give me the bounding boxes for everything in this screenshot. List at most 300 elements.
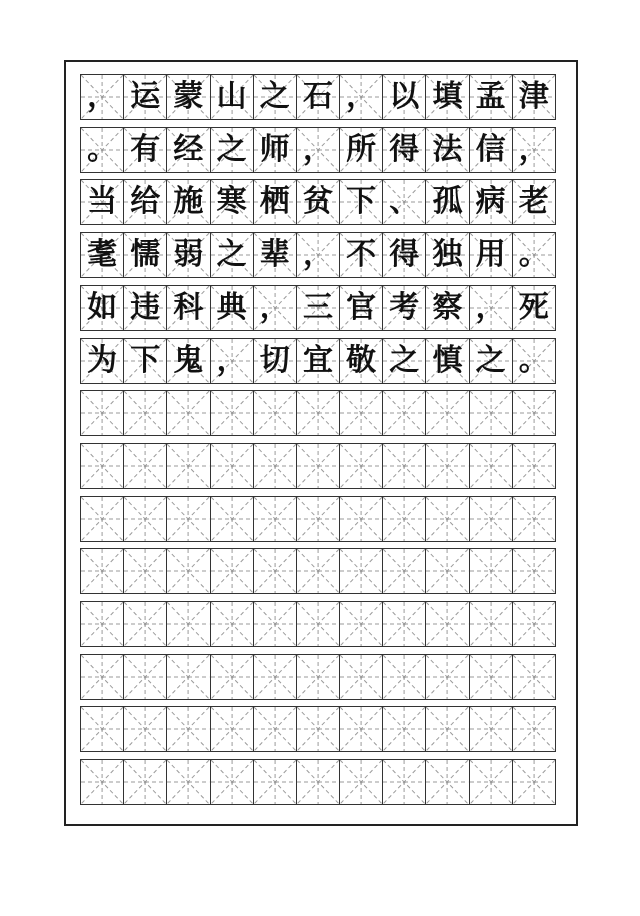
character: 之 [216,132,247,167]
grid-cell [123,179,167,225]
grid-cell [512,390,556,436]
character: 宜 [302,343,333,378]
character: ， [259,290,290,325]
cell-guide-lines [426,444,468,488]
grid-cell [123,706,167,752]
cell-guide-lines [297,391,339,435]
grid-cell [339,654,383,700]
character: 孤 [432,184,463,219]
character: 考 [389,290,420,325]
cell-guide-lines [513,497,555,541]
character: 之 [475,343,506,378]
character: 填 [432,79,463,114]
grid-cell [123,601,167,647]
character: ， [475,290,506,325]
grid-cell [382,179,426,225]
cell-guide-lines [167,444,209,488]
grid-cell [382,390,426,436]
grid-cell [512,654,556,700]
grid-cell [469,179,513,225]
character: 津 [518,79,549,114]
grid-cell [425,179,469,225]
grid-cell [339,601,383,647]
grid-cell [253,74,297,120]
grid-cell [339,127,383,173]
grid-cell [253,706,297,752]
character: 孟 [475,79,506,114]
grid-cell [123,496,167,542]
cell-guide-lines [383,497,425,541]
character: 切 [259,343,290,378]
cell-guide-lines [81,391,123,435]
cell-guide-lines [513,391,555,435]
character: 敬 [346,343,377,378]
cell-guide-lines [124,655,166,699]
character: 。 [518,343,549,378]
grid-cell [339,496,383,542]
character: 科 [173,290,204,325]
character: 为 [87,343,118,378]
grid-cell [123,548,167,594]
grid-cell [425,706,469,752]
cell-guide-lines [211,707,253,751]
grid-cell [166,232,210,278]
cell-guide-lines [167,497,209,541]
character: 法 [432,132,463,167]
grid-cell [166,338,210,384]
grid-cell [210,443,254,489]
grid-cell [296,706,340,752]
cell-guide-lines [254,602,296,646]
grid-cell [296,74,340,120]
grid-cell [469,706,513,752]
cell-guide-lines [297,444,339,488]
character: 辈 [259,237,290,272]
cell-guide-lines [211,655,253,699]
cell-guide-lines [297,497,339,541]
grid-cell [425,232,469,278]
cell-guide-lines [124,497,166,541]
cell-guide-lines [383,760,425,804]
grid-cell [166,285,210,331]
grid-cell [123,232,167,278]
grid-cell [469,390,513,436]
grid-cell [512,759,556,805]
grid-cell [253,601,297,647]
character: 石 [302,79,333,114]
grid-cell [425,548,469,594]
character: 弱 [173,237,204,272]
grid-cell [512,338,556,384]
cell-guide-lines [211,497,253,541]
character: ， [216,343,247,378]
cell-guide-lines [81,760,123,804]
grid-cell [210,285,254,331]
cell-guide-lines [513,602,555,646]
character: 下 [346,184,377,219]
grid-cell [123,74,167,120]
cell-guide-lines [383,707,425,751]
cell-guide-lines [167,549,209,593]
grid-cell [166,548,210,594]
grid-cell [166,706,210,752]
grid-cell [253,338,297,384]
cell-guide-lines [340,549,382,593]
cell-guide-lines [254,655,296,699]
grid-cell [80,390,124,436]
cell-guide-lines [211,444,253,488]
character: 违 [130,290,161,325]
grid-cell [296,390,340,436]
grid-cell [382,601,426,647]
character: 蒙 [173,79,204,114]
grid-cell [425,338,469,384]
cell-guide-lines [470,707,512,751]
grid-cell [339,285,383,331]
grid-cell [166,654,210,700]
grid-cell [166,443,210,489]
character: 有 [130,132,161,167]
character: 下 [130,343,161,378]
cell-guide-lines [513,760,555,804]
grid-cell [123,285,167,331]
character: 老 [518,184,549,219]
grid-cell [80,759,124,805]
grid-cell [339,390,383,436]
cell-guide-lines [211,391,253,435]
grid-cell [123,443,167,489]
character: 如 [87,290,118,325]
grid-cell [512,496,556,542]
cell-guide-lines [426,497,468,541]
cell-guide-lines [167,655,209,699]
cell-guide-lines [383,391,425,435]
cell-guide-lines [81,602,123,646]
cell-guide-lines [297,760,339,804]
grid-cell [382,232,426,278]
cell-guide-lines [513,549,555,593]
cell-guide-lines [426,655,468,699]
cell-guide-lines [513,707,555,751]
grid-cell [339,443,383,489]
cell-guide-lines [124,391,166,435]
grid-cell [382,338,426,384]
grid-cell [210,759,254,805]
character: 。 [87,132,118,167]
grid-cell [382,285,426,331]
character: ， [518,132,549,167]
character: 得 [389,132,420,167]
grid-cell [339,232,383,278]
grid-cell [339,706,383,752]
grid-cell [512,706,556,752]
grid-cell [469,496,513,542]
grid-cell [469,759,513,805]
grid-cell [123,338,167,384]
grid-cell [253,390,297,436]
grid-row [80,759,566,805]
grid-cell [80,654,124,700]
cell-guide-lines [167,760,209,804]
grid-cell [469,232,513,278]
grid-cell [210,548,254,594]
grid-row [80,443,566,489]
grid-cell [296,285,340,331]
cell-guide-lines [124,444,166,488]
cell-guide-lines [340,655,382,699]
grid-row [80,496,566,542]
grid-cell [425,285,469,331]
character: 用 [475,237,506,272]
grid-cell [382,706,426,752]
character: 当 [87,184,118,219]
grid-cell [210,601,254,647]
grid-cell [512,285,556,331]
character: 病 [475,184,506,219]
cell-guide-lines [426,602,468,646]
cell-guide-lines [124,760,166,804]
grid-cell [80,496,124,542]
cell-guide-lines [470,760,512,804]
grid-cell [253,654,297,700]
character: 给 [130,184,161,219]
grid-cell [253,443,297,489]
grid-cell [253,759,297,805]
cell-guide-lines [81,655,123,699]
character: 所 [346,132,377,167]
cell-guide-lines [340,391,382,435]
character: ， [302,237,333,272]
cell-guide-lines [383,655,425,699]
grid-cell [296,338,340,384]
grid-cell [296,548,340,594]
grid-cell [469,443,513,489]
grid-cell [210,232,254,278]
grid-cell [166,179,210,225]
cell-guide-lines [254,760,296,804]
character: 之 [216,237,247,272]
character: 独 [432,237,463,272]
grid-row [80,390,566,436]
grid-cell [80,548,124,594]
grid-cell [296,179,340,225]
cell-guide-lines [383,549,425,593]
grid-cell [80,706,124,752]
grid-cell [253,232,297,278]
grid-cell [425,654,469,700]
character: 运 [130,79,161,114]
grid-cell [253,285,297,331]
character: 以 [389,79,420,114]
character: ， [87,79,118,114]
grid-cell [512,74,556,120]
grid-cell [382,548,426,594]
cell-guide-lines [470,497,512,541]
grid-row [80,232,566,278]
grid-cell [512,601,556,647]
grid-cell [80,601,124,647]
grid-row [80,338,566,384]
grid-row [80,654,566,700]
grid-cell [210,390,254,436]
grid-cell [425,601,469,647]
cell-guide-lines [297,602,339,646]
grid-cell [339,759,383,805]
grid-cell [512,443,556,489]
grid-cell [339,338,383,384]
grid-cell [425,74,469,120]
cell-guide-lines [470,444,512,488]
cell-guide-lines [426,391,468,435]
grid-cell [512,179,556,225]
grid-cell [166,127,210,173]
grid-cell [512,548,556,594]
grid-cell [382,759,426,805]
cell-guide-lines [340,602,382,646]
grid-cell [382,496,426,542]
grid-cell [166,759,210,805]
grid-row [80,127,566,173]
cell-guide-lines [470,549,512,593]
cell-guide-lines [81,549,123,593]
grid-cell [382,74,426,120]
cell-guide-lines [211,549,253,593]
grid-cell [425,390,469,436]
grid-cell [166,601,210,647]
cell-guide-lines [124,707,166,751]
grid-cell [296,601,340,647]
character: 师 [259,132,290,167]
grid-cell [210,496,254,542]
cell-guide-lines [254,707,296,751]
cell-guide-lines [470,391,512,435]
cell-guide-lines [340,444,382,488]
cell-guide-lines [167,602,209,646]
cell-guide-lines [81,707,123,751]
grid-cell [210,127,254,173]
cell-guide-lines [426,549,468,593]
grid-cell [80,285,124,331]
grid-cell [123,390,167,436]
character: 栖 [259,184,290,219]
grid-cell [469,548,513,594]
grid-cell [253,548,297,594]
character: 之 [389,343,420,378]
grid-cell [469,127,513,173]
grid-cell [80,74,124,120]
character: 经 [173,132,204,167]
cell-guide-lines [470,655,512,699]
cell-guide-lines [513,444,555,488]
character: 三 [302,290,333,325]
cell-guide-lines [340,760,382,804]
character: 信 [475,132,506,167]
grid-cell [382,654,426,700]
cell-guide-lines [470,602,512,646]
grid-cell [425,496,469,542]
character: 。 [518,237,549,272]
grid-cell [296,759,340,805]
character: 耄 [87,237,118,272]
grid-cell [425,759,469,805]
grid-cell [80,443,124,489]
grid-cell [210,706,254,752]
grid-row [80,548,566,594]
grid-cell [166,74,210,120]
grid-cell [512,127,556,173]
grid-cell [382,443,426,489]
cell-guide-lines [124,602,166,646]
grid-cell [253,127,297,173]
grid-cell [253,496,297,542]
grid-cell [210,338,254,384]
character: ， [346,79,377,114]
character: 懦 [130,237,161,272]
cell-guide-lines [297,655,339,699]
cell-guide-lines [297,549,339,593]
character: 之 [259,79,290,114]
cell-guide-lines [426,760,468,804]
character: 官 [346,290,377,325]
grid-cell [469,74,513,120]
cell-guide-lines [340,497,382,541]
grid-cell [339,548,383,594]
cell-guide-lines [426,707,468,751]
character: 察 [432,290,463,325]
grid-cell [80,127,124,173]
cell-guide-lines [513,655,555,699]
character: 寒 [216,184,247,219]
grid-cell [253,179,297,225]
character: 施 [173,184,204,219]
cell-guide-lines [254,497,296,541]
cell-guide-lines [383,444,425,488]
character: 贫 [302,184,333,219]
cell-guide-lines [211,760,253,804]
cell-guide-lines [124,549,166,593]
cell-guide-lines [167,707,209,751]
grid-cell [469,338,513,384]
character: ， [302,132,333,167]
cell-guide-lines [211,602,253,646]
grid-cell [469,601,513,647]
grid-cell [123,759,167,805]
cell-guide-lines [340,707,382,751]
character: 、 [389,184,420,219]
grid-cell [123,654,167,700]
character: 得 [389,237,420,272]
cell-guide-lines [167,391,209,435]
grid-cell [382,127,426,173]
grid-cell [512,232,556,278]
grid-cell [425,443,469,489]
grid-cell [296,654,340,700]
cell-guide-lines [254,444,296,488]
grid-row [80,601,566,647]
grid-cell [296,127,340,173]
grid-cell [80,179,124,225]
grid-cell [296,496,340,542]
cell-guide-lines [383,602,425,646]
grid-cell [296,232,340,278]
grid-row [80,285,566,331]
character: 慎 [432,343,463,378]
grid-cell [210,74,254,120]
grid-cell [339,74,383,120]
grid-cell [469,654,513,700]
grid-cell [166,390,210,436]
character: 鬼 [173,343,204,378]
